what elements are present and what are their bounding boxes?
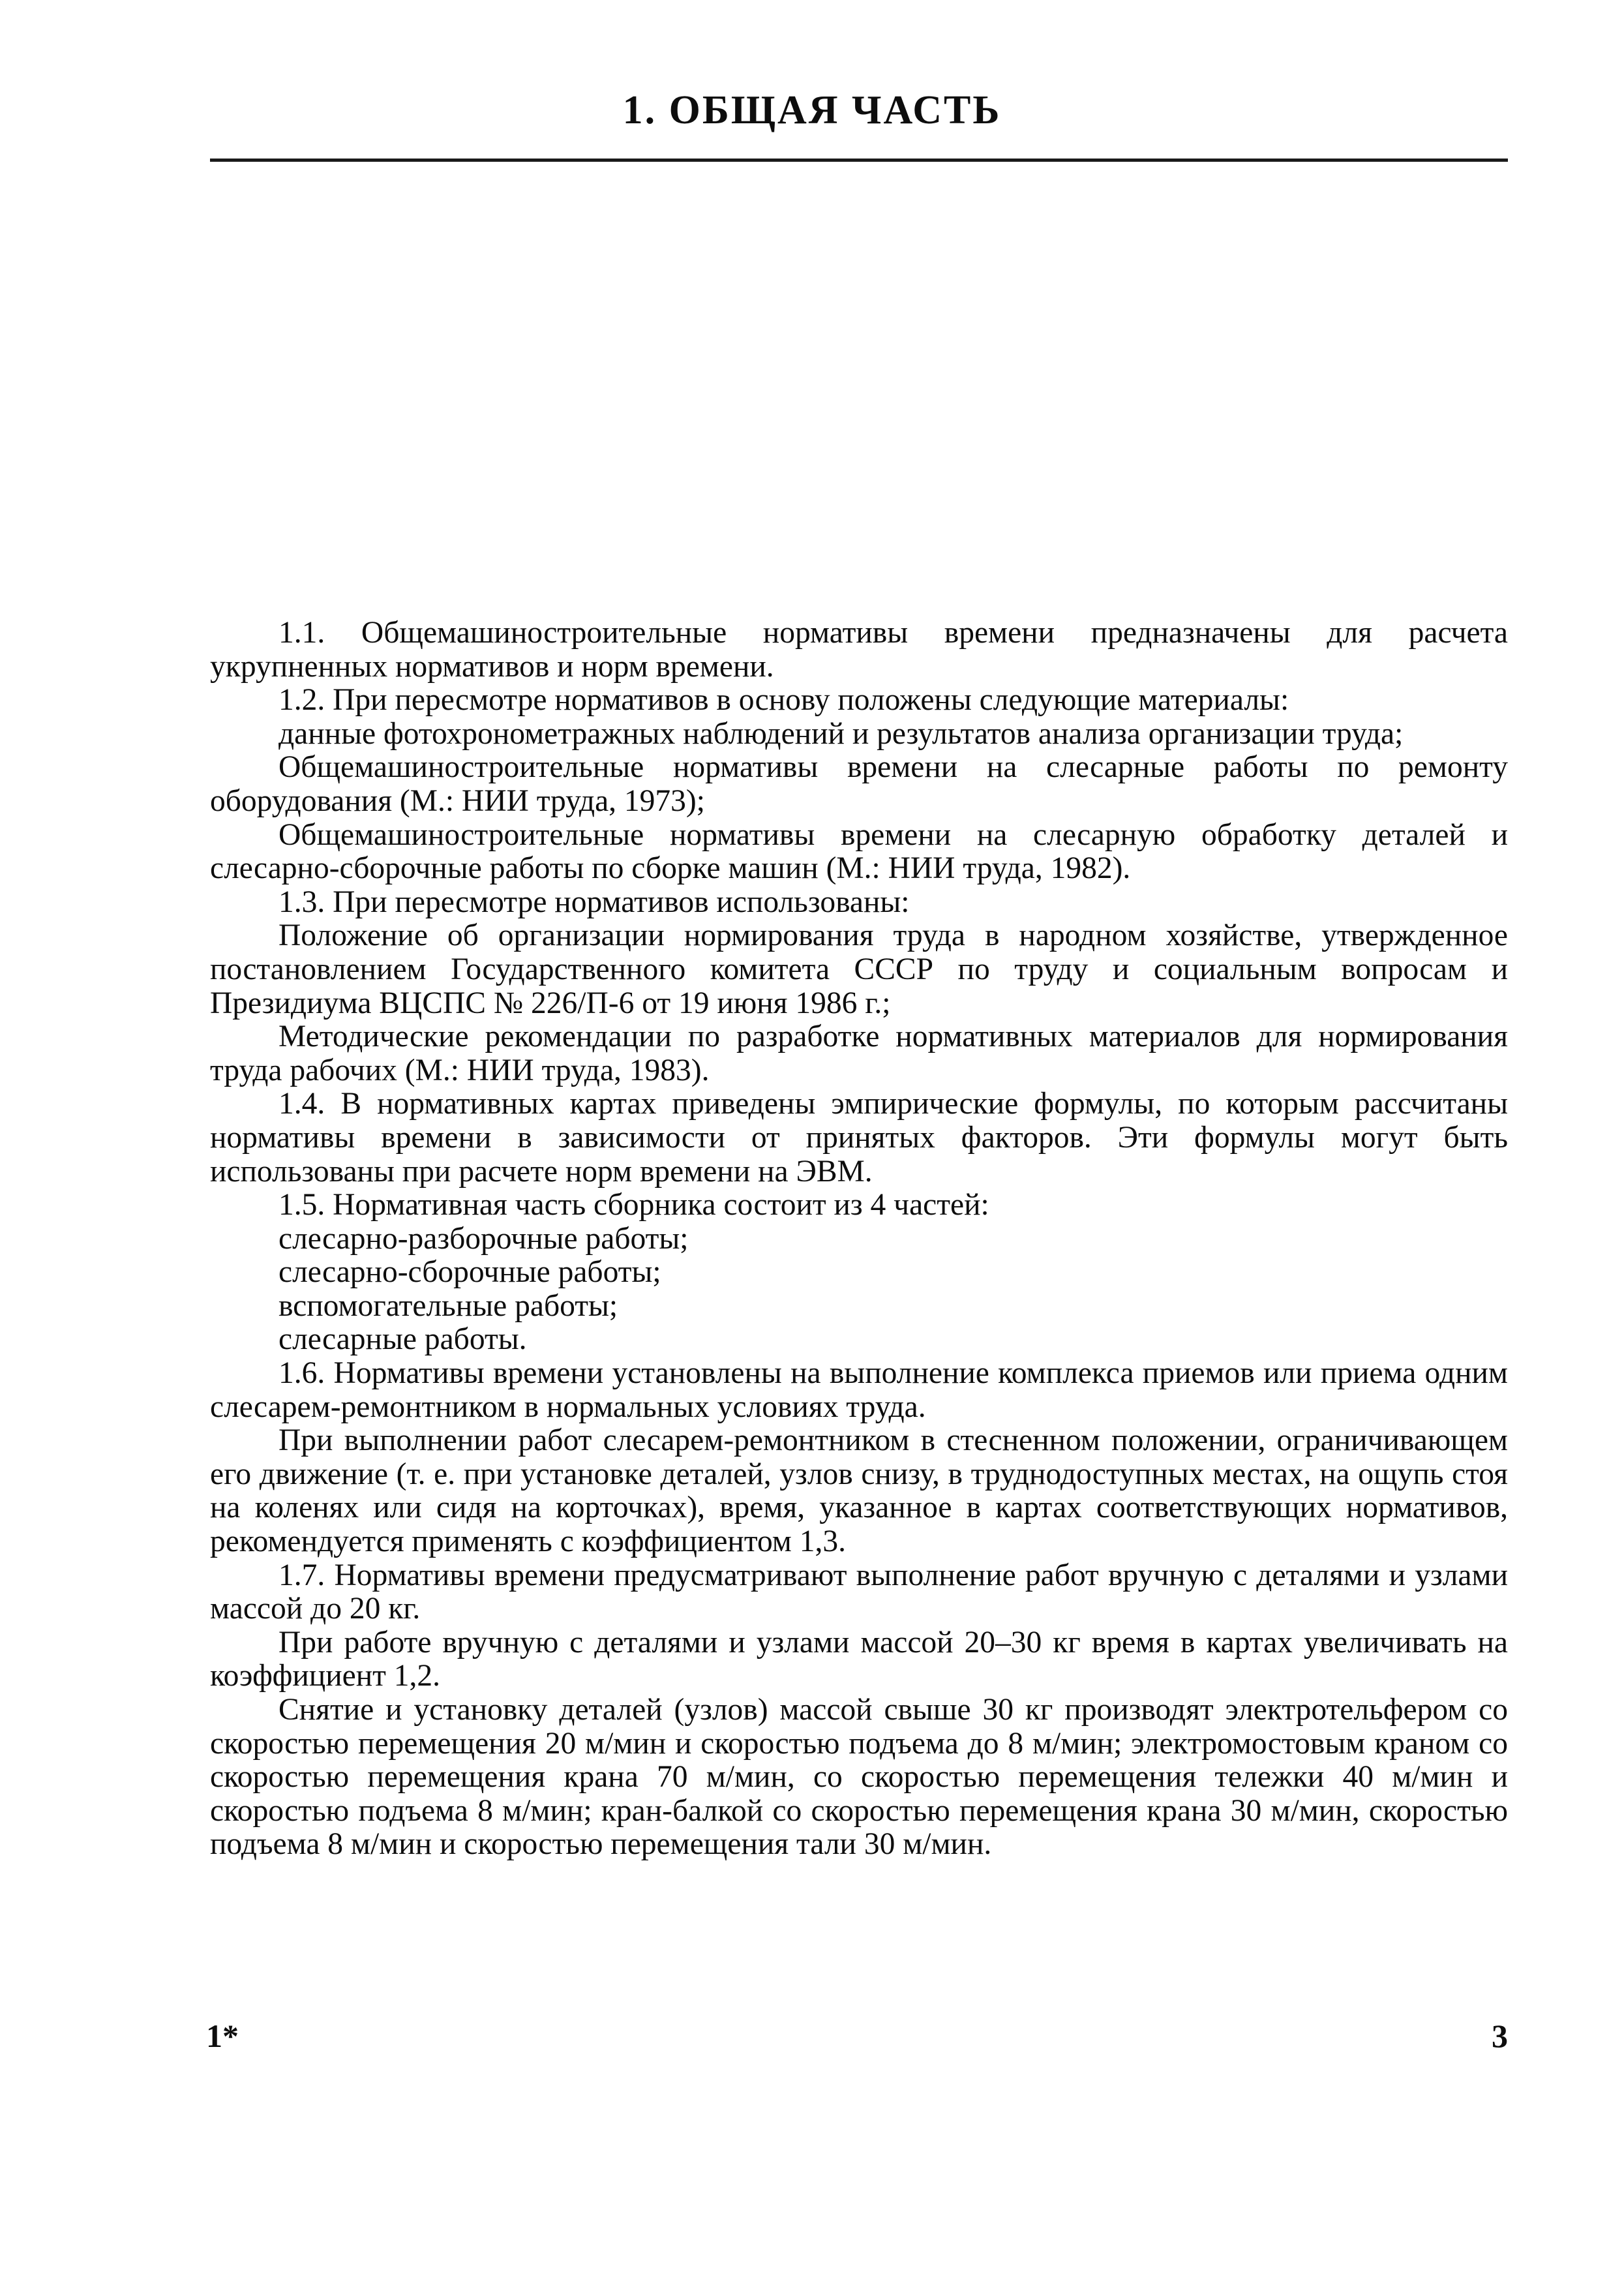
paragraph-1-2: 1.2. При пересмотре нормативов в основу положены следующие материалы: <box>278 683 1289 718</box>
list-item: слесарно-сборочные работы; <box>278 1255 661 1290</box>
paragraph-1-4: 1.4. В нормативных картах приведены эмпирические формулы, по которым рассчитаны нормативы времени в зависимости от принятых факторов. Эти формулы могут быть использованы при расчете норм времени на ЭВМ. <box>210 1087 1508 1189</box>
list-item: слесарные работы. <box>278 1322 527 1357</box>
paragraph-1-3: 1.3. При пересмотре нормативов использованы: <box>278 885 910 919</box>
paragraph-1-3-item-2: Методические рекомендации по разработке нормативных материалов для нормирования труда рабочих (М.: НИИ труда, 1983). <box>210 1020 1508 1087</box>
paragraph-1-7-mass: При работе вручную с деталями и узлами массой 20–30 кг время в картах увеличивать на коэффициент 1,2. <box>210 1625 1508 1693</box>
paragraph-1-2-item-1: данные фотохронометражных наблюдений и результатов анализа организации труда; <box>278 716 1404 751</box>
paragraph-1-6: 1.6. Нормативы времени установлены на выполнение комплекса приемов или приема одним слесарем-ремонтником в нормальных условиях труда. <box>210 1356 1508 1424</box>
paragraph-1-2-item-3: Общемашиностроительные нормативы времени на слесарную обработку деталей и слесарно-сборочные работы по сборке машин (М.: НИИ труда, 1982). <box>210 817 1508 886</box>
page-title: 1. ОБЩАЯ ЧАСТЬ <box>622 88 1002 132</box>
paragraph-1-1: 1.1. Общемашиностроительные нормативы времени предназначены для расчета укрупненных нормативов и норм времени. <box>210 616 1508 684</box>
list-item: вспомогательные работы; <box>278 1288 618 1323</box>
list-item: слесарно-разборочные работы; <box>278 1221 689 1256</box>
signature-mark: 1* <box>206 2018 239 2054</box>
paragraph-1-7: 1.7. Нормативы времени предусматривают выполнение работ вручную с деталями и узлами массой до 20 кг. <box>210 1558 1508 1626</box>
paragraph-1-6-cramped: При выполнении работ слесарем-ремонтником в стесненном положении, ограничивающем его движение (т. е. при установке деталей, узлов снизу, в труднодоступных местах, на ощупь стоя на коленях или сидя на корточках), время, указанное в картах соответствующих нормативов, рекомендуется применять с коэффициентом 1,3. <box>210 1423 1508 1559</box>
title-divider <box>210 159 1508 162</box>
page-number: 3 <box>1492 2018 1508 2054</box>
paragraph-1-2-item-2: Общемашиностроительные нормативы времени на слесарные работы по ремонту оборудования (М.: НИИ труда, 1973); <box>210 750 1508 818</box>
body-text <box>210 616 1508 1862</box>
paragraph-1-3-item-1: Положение об организации нормирования труда в народном хозяйстве, утвержденное постановлением Государственного комитета СССР по труду и социальным вопросам и Президиума ВЦСПС № 226/П-6 от 19 июня 1986 г.; <box>210 918 1508 1020</box>
paragraph-1-5: 1.5. Нормативная часть сборника состоит из 4 частей: <box>278 1188 989 1222</box>
paragraph-1-7-lifting: Снятие и установку деталей (узлов) массой свыше 30 кг производят электротельфером со скоростью перемещения 20 м/мин и скоростью подъема до 8 м/мин; электромостовым краном со скоростью перемещения крана 70 м/мин, со скоростью перемещения тележки 40 м/мин и скоростью подъема 8 м/мин; кран-балкой со скоростью перемещения крана 30 м/мин, скоростью подъема 8 м/мин и скоростью перемещения тали 30 м/мин. <box>210 1693 1508 1862</box>
